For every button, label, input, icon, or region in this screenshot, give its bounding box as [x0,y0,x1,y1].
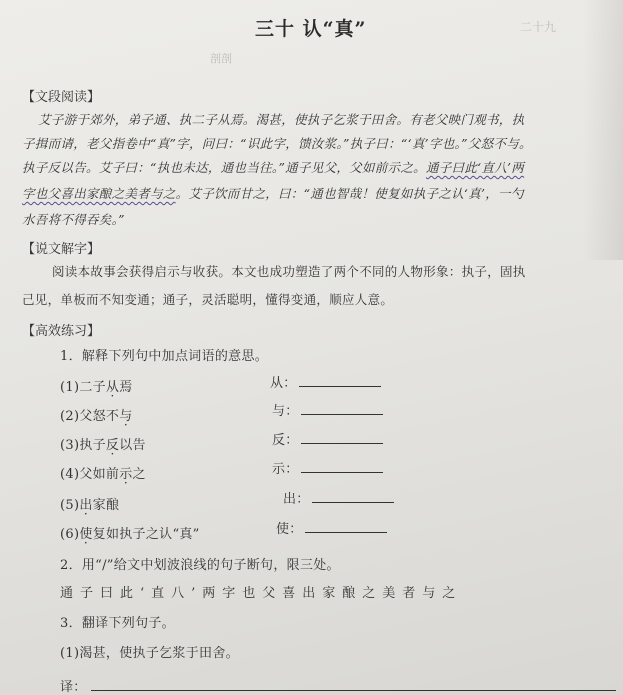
passage-text: 。艾子饮而甘之，曰：“通也智哉！使复如执子之认‘真’，一勺 [175,186,524,201]
translation-label: 译： [60,680,87,695]
q1-item: (5)出家酿 [60,498,120,513]
section-heading-reading: 【文段阅读】 [22,90,101,105]
q1-answer [272,400,383,419]
wavy-underlined-sentence: 字也父喜出家酿之美者与之 [22,186,176,201]
q1-item: (1)二子从焉 [60,380,133,395]
q1-answer-label: 示： [272,462,299,477]
bleed-through-text: 二十九 [520,20,557,34]
q1-item: (3)执子反以告 [60,438,146,453]
question-1-prompt: 1．解释下列句中加点词语的意思。 [60,349,269,364]
q1-item: (2)父怒不与 [60,409,133,424]
q1-item: (6)使复如执子之认“真” [60,527,200,542]
bleed-through-text: 剖剖 [210,52,232,65]
q1-answer [283,488,394,507]
passage-line: 水吾将不得吞矣。” [22,212,125,227]
passage-text: 执子反以告。艾子曰：“执也未达，通也当往。”通子见父，父如前示之。 [22,160,426,175]
dotted-word: 从 [105,380,120,395]
q1-answer [276,518,387,537]
q1-answer [272,429,383,448]
explain-line: 阅读本故事会获得启示与收获。本文也成功塑造了两个不同的人物形象：执子，固执 [52,264,526,279]
passage-line [22,158,524,176]
q1-answer-label: 使： [276,522,303,537]
dotted-word: 示 [119,467,133,482]
explain-line: 己见，单板而不知变通；通子，灵活聪明，懂得变通，顺应人意。 [22,292,394,307]
section-heading-explain: 【说文解字】 [22,242,101,257]
section-heading-practice: 【高效练习】 [22,324,101,339]
q1-answer-label: 出： [283,492,310,507]
question-2-prompt: 2．用“/”给文中划波浪线的句子断句，限三处。 [60,558,340,573]
q1-item: (4)父如前示之 [60,467,146,482]
answer-blank[interactable] [301,431,383,444]
q1-answer [272,458,383,477]
passage-line: 艾子游于郊外，弟子通、执二子从焉。渴甚，使执子乞浆于田舍。有老父映门观书，执 [38,112,525,127]
dotted-word: 与 [119,409,133,424]
page-edge-shadow [583,0,623,260]
q1-answer-label: 反： [272,433,299,448]
q1-answer-label: 从： [270,376,297,391]
question-3-prompt: 3．翻译下列句子。 [60,616,175,631]
dotted-word: 使 [79,527,93,542]
page-title: 三十 认“真” [255,18,367,40]
translation-blank[interactable] [91,680,616,691]
wavy-underlined-sentence: 通子曰此‘直八’两 [425,160,525,175]
question-2-sentence: 通子曰此‘直八’两字也父喜出家酿之美者与之 [60,586,463,601]
answer-blank[interactable] [305,520,387,533]
answer-blank[interactable] [301,402,383,415]
q1-answer-label: 与： [272,404,299,419]
answer-blank[interactable] [301,460,383,473]
passage-line: 子揖而请，老父指卷中“真”字，问曰：“识此字，馈汝浆。”执子曰：“‘真’字也。”父怒不与。 [22,136,532,151]
answer-blank[interactable] [299,374,381,387]
answer-blank[interactable] [312,490,394,503]
dotted-word: 反 [105,438,120,453]
q1-answer [270,372,381,391]
passage-line [22,184,524,202]
translation-answer [60,676,616,695]
dotted-word: 出 [79,498,93,513]
question-3-item: (1)渴甚，使执子乞浆于田舍。 [60,646,239,661]
